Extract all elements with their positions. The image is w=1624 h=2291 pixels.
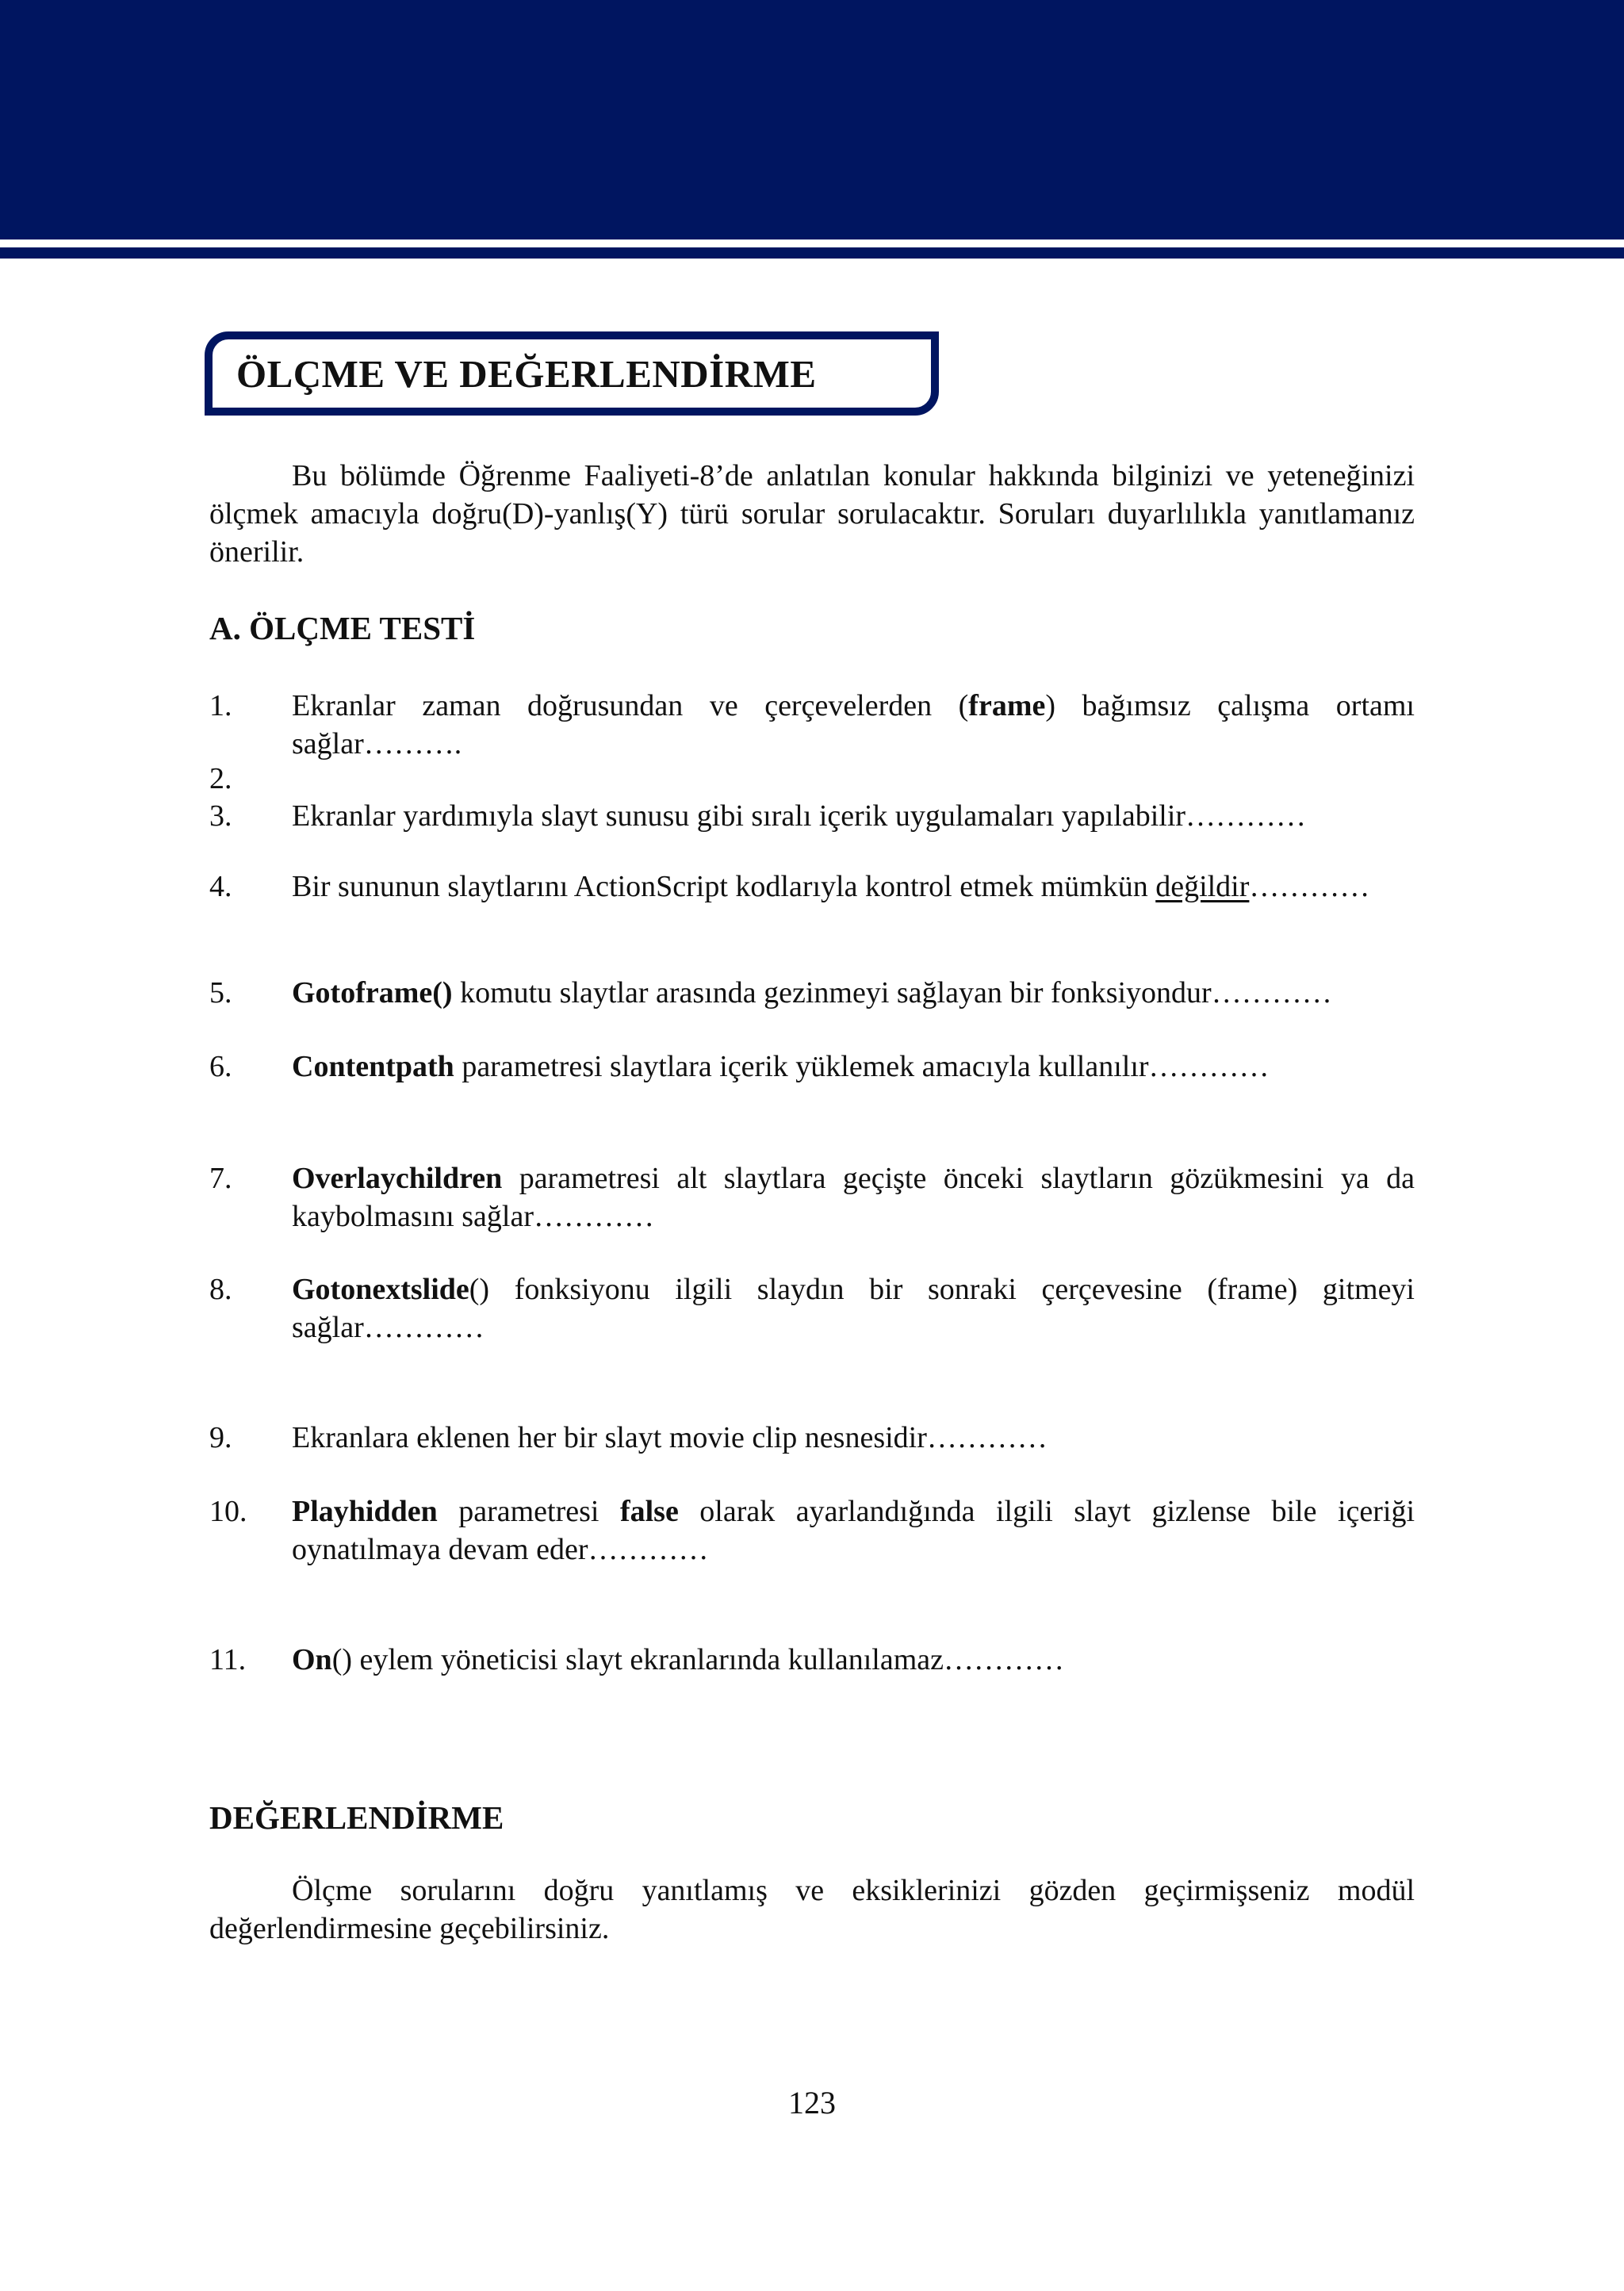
- header-rule: [0, 247, 1624, 259]
- question-number: 5.: [209, 976, 232, 1009]
- question-10: [209, 1492, 1415, 1569]
- section-heading-degerlendirme: DEĞERLENDİRME: [209, 1799, 504, 1836]
- question-text: Ekranlar yardımıyla slayt sunusu gibi sıralı içerik uygulamaları yapılabilir…………: [292, 799, 1307, 833]
- question-text: On() eylem yöneticisi slayt ekranlarında kullanılamaz…………: [292, 1643, 1065, 1676]
- page-number: 123: [788, 2085, 836, 2121]
- question-6: [209, 1048, 1415, 1086]
- question-number: 4.: [209, 870, 232, 903]
- question-text: Bir sununun slaytlarını ActionScript kodlarıyla kontrol etmek mümkün değildir…………: [292, 870, 1370, 903]
- section-heading-olcme-testi: A. ÖLÇME TESTİ: [209, 610, 476, 646]
- question-number: 10.: [209, 1495, 247, 1528]
- question-1: [209, 687, 1415, 763]
- question-5: [209, 974, 1415, 1012]
- question-text: Ekranlara eklenen her bir slayt movie clip nesnesidir…………: [292, 1421, 1048, 1454]
- question-8: [209, 1270, 1415, 1347]
- question-number: 8.: [209, 1273, 232, 1306]
- question-text: Overlaychildren parametresi alt slaytlara geçişte önceki slaytların gözükmesini ya da kaybolmasını sağlar…………: [292, 1162, 1415, 1233]
- question-text: Gotoframe() komutu slaytlar arasında gezinmeyi sağlayan bir fonksiyondur…………: [292, 976, 1332, 1009]
- question-number: 3.: [209, 799, 232, 833]
- header-band: [0, 0, 1624, 239]
- page-title: ÖLÇME VE DEĞERLENDİRME: [236, 351, 817, 396]
- question-text: Gotonextslide() fonksiyonu ilgili slaydın bir sonraki çerçevesine (frame) gitmeyi sağlar…………: [292, 1273, 1415, 1344]
- question-text: Ekranlar zaman doğrusundan ve çerçevelerden (frame) bağımsız çalışma ortamı sağlar……….: [292, 689, 1415, 760]
- question-number: 1.: [209, 689, 232, 722]
- question-11: [209, 1641, 1415, 1679]
- question-text: Contentpath parametresi slaytlara içerik yüklemek amacıyla kullanılır…………: [292, 1050, 1270, 1083]
- question-number: 2.: [209, 762, 232, 795]
- question-number: 11.: [209, 1643, 247, 1676]
- question-number: 6.: [209, 1050, 232, 1083]
- question-4: [209, 868, 1415, 906]
- evaluation-paragraph: Ölçme sorularını doğru yanıtlamış ve eksiklerinizi gözden geçirmişseniz modül değerlendirmesine geçebilirsiniz.: [209, 1874, 1415, 1945]
- question-9: [209, 1419, 1415, 1457]
- question-number: 9.: [209, 1421, 232, 1454]
- question-3: [209, 797, 1415, 835]
- question-number: 7.: [209, 1162, 232, 1195]
- title-box: [205, 331, 939, 416]
- question-text: Playhidden parametresi false olarak ayarlandığında ilgili slayt gizlense bile içeriği oynatılmaya devam eder…………: [292, 1495, 1415, 1566]
- question-7: [209, 1159, 1415, 1236]
- intro-paragraph: Bu bölümde Öğrenme Faaliyeti-8’de anlatılan konular hakkında bilginizi ve yeteneğinizi ölçmek amacıyla doğru(D)-yanlış(Y) türü sorular sorulacaktır. Soruları duyarlılıkla yanıtlamanız önerilir.: [209, 459, 1415, 569]
